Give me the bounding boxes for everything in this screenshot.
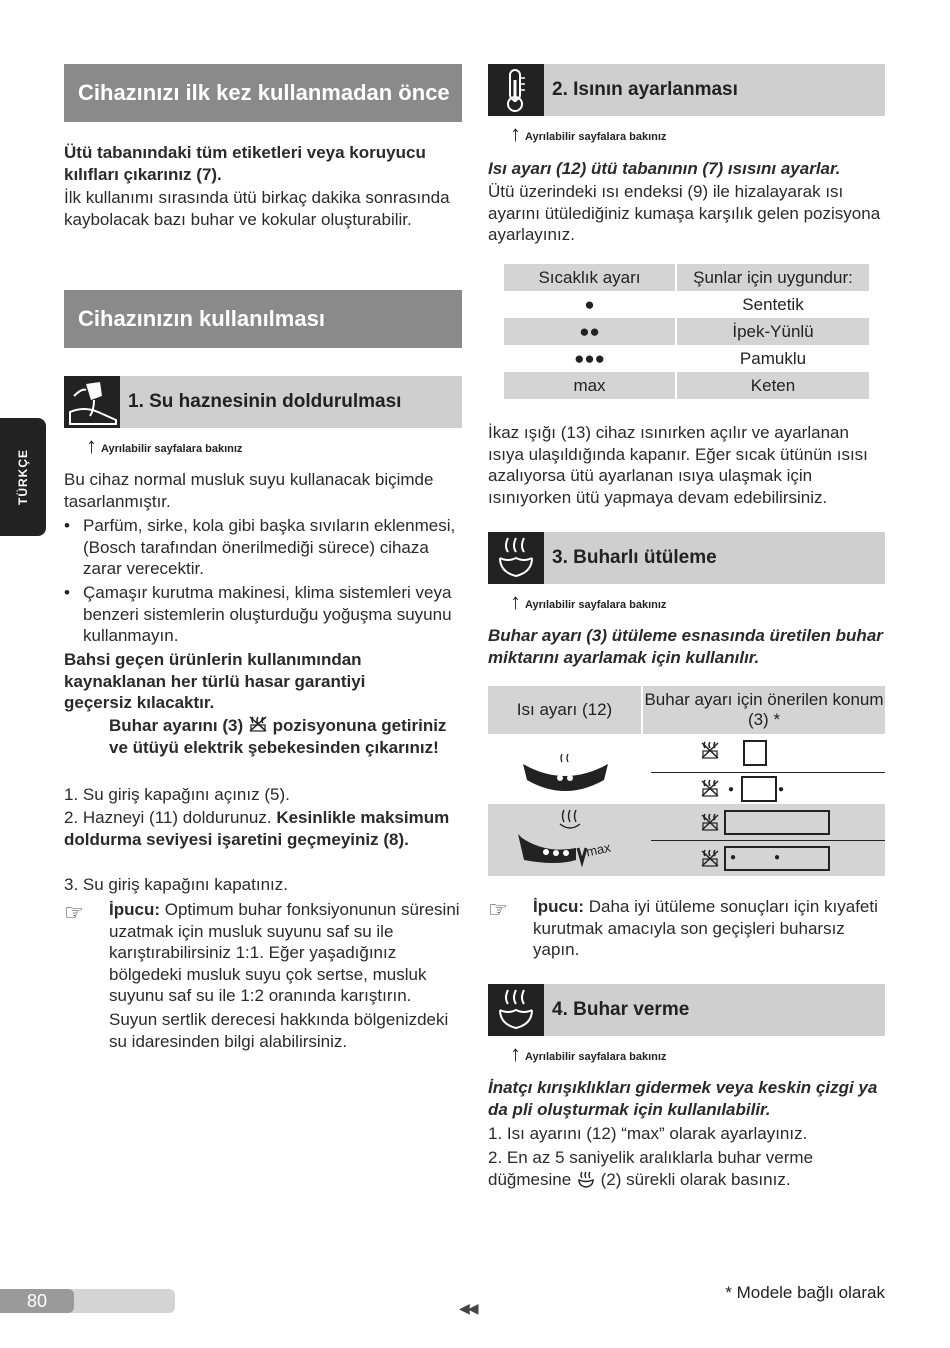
reference-text: Ayrılabilir sayfalara bakınız [525,1051,667,1063]
table-cell: Sentetik [676,291,869,318]
step4-title: 4. Buhar verme [552,999,690,1020]
step3-header [544,532,885,584]
steam-iron-icon [488,532,544,584]
steam-setting-icon [700,778,720,798]
step1-header [120,376,462,428]
table-header: Şunlar için uygundur: [676,264,869,291]
fill-step: 1. Su giriş kapağını açınız (5). [64,785,290,804]
step2-title: 2. Isının ayarlanması [552,79,738,100]
row-divider [651,840,885,841]
fold-out-reference [86,433,243,458]
footnote: * Modele bağlı olarak [725,1283,885,1302]
page-number: 80 [0,1289,74,1313]
steam-position-indicator [743,740,767,766]
steam-position-indicator [724,810,830,835]
dot-marker: ● [774,852,781,863]
table-cell: ● [584,294,595,314]
steam-settings-table [488,686,885,876]
burst-step [488,1147,888,1190]
section-header-use [64,290,462,348]
step4-header [544,984,885,1036]
section-title: Cihazınızı ilk kez kullanmadan önce [78,80,450,105]
table-header: Sıcaklık ayarı [504,264,676,291]
tip-text-2: Suyun sertlik derecesi hakkında bölgenizdeki su idaresinden bilgi alabilirsiniz. [109,1010,449,1051]
burst-step-text: 2. En az 5 saniyelik aralıklarla buhar verme düğmesine [488,1148,814,1189]
dial-max-label: max [584,839,612,860]
fold-out-reference [510,589,667,614]
table-cell: ●●● [574,348,605,368]
bullet-marker: • [64,516,70,535]
bullet-marker: • [64,583,70,602]
temperature-table [504,264,869,399]
fold-out-reference [510,1041,667,1066]
up-arrow-icon: ↑ [510,121,521,146]
tip-label: İpucu: [109,900,160,919]
step4-lead: İnatçı kırışıklıkları gidermek veya keskin çizgi ya da pli oluşturmak için kullanılabilir. [488,1078,878,1119]
unplug-warning-part: getiriniz ve ütüyü elektrik şebekesinden çıkarınız! [109,716,447,757]
step1-title: 1. Su haznesinin doldurulması [128,391,402,412]
up-arrow-icon: ↑ [510,1041,521,1066]
section-header-before-first-use [64,64,462,122]
first-use-body: İlk kullanımı sırasında ütü birkaç dakika sonrasında kaybolacak bazı buhar ve kokular oluşturabilir. [64,188,450,229]
dot-marker: ● [728,784,735,795]
bullet-item: Çamaşır kurutma makinesi, klima sistemleri veya benzeri sistemlerin oluşturduğu yoğuşma suyunu kullanmayın. [83,583,452,645]
fold-out-reference [510,121,667,146]
step1-intro: Bu cihaz normal musluk suyu kullanacak biçimde tasarlanmıştır. [64,470,434,511]
table-cell: Keten [676,372,869,399]
nav-back-icon[interactable]: ◀◀ [459,1300,477,1316]
steam-button-icon [576,1170,596,1188]
unplug-warning-part: Buhar ayarını (3) [109,716,244,735]
table-header: Buhar ayarı için önerilen konum (3) * [643,686,885,734]
fill-step-text: 2. Hazneyi (11) doldurunuz. [64,808,272,827]
steam-position-indicator [741,776,777,802]
tip-hand-icon: ☞ [64,900,84,925]
dot-marker: ● [730,852,737,863]
burst-step: 1. Isı ayarını (12) “max” olarak ayarlayınız. [488,1124,808,1143]
table-cell: ●● [504,318,676,345]
tip-label: İpucu: [533,897,584,916]
remove-labels-note: Ütü tabanındaki tüm etiketleri veya koruyucu kılıfları çıkarınız (7). [64,143,426,184]
step2-header [544,64,885,116]
indicator-light-text: İkaz ışığı (13) cihaz ısınırken açılır ve ayarlanan ısıya ulaşıldığında kapanır. Eğer sıcak ütünün ısısı azalıyorsa ütü ayarlanan ısıya ulaşmak için ısınıyorken ütü yapmaya devam edebilirsiniz. [488,423,868,507]
heat-dial-max-icon [516,808,636,872]
tip-body: Daha iyi ütüleme sonuçları için kıyafeti kurutmak amacıyla son geçişleri buharsız yapın. [533,897,878,959]
no-steam-icon [248,715,268,733]
up-arrow-icon: ↑ [510,589,521,614]
steam-setting-icon [700,848,720,868]
bullet-item: Parfüm, sirke, kola gibi başka sıvıların eklenmesi, (Bosch tarafından önerilmediği sürece) cihaza zarar verecektir. [83,516,456,578]
table-header: Isı ayarı (12) [488,686,641,734]
step3-title: 3. Buharlı ütüleme [552,547,717,568]
steam-setting-icon [700,740,720,760]
tip-body: Optimum buhar fonksiyonunun süresini uzatmak için musluk suyunu saf su ile karıştırabilirsiniz 1:1. Eğer yaşadığınız bölgedeki musluk suyu çok sertse, musluk suyunu saf su ile 1:2 oranında karıştırın. [109,900,460,1005]
reference-text: Ayrılabilir sayfalara bakınız [525,131,667,143]
step2-body: Ütü üzerindeki ısı endeksi (9) ile hizalayarak ısı ayarını ütülediğiniz kumaşa karşılık gelen pozisyona ayarlayınız. [488,182,881,244]
steam-burst-icon [488,984,544,1036]
table-cell: max [504,372,676,399]
unplug-warning-part: pozisyonuna [272,716,377,735]
table-cell: Pamuklu [676,345,869,372]
table-cell: İpek-Yünlü [676,318,869,345]
language-tab-label: TÜRKÇE [16,449,30,505]
up-arrow-icon: ↑ [86,433,97,458]
heat-dial-low-icon [518,748,613,796]
fill-step: 3. Su giriş kapağını kapatınız. [64,875,288,894]
row-divider [651,772,885,773]
burst-step-text: (2) sürekli olarak basınız. [600,1169,791,1189]
max-level-warning: Kesinlikle maksimum doldurma seviyesi işaretini geçmeyiniz (8). [64,808,450,849]
tip-text [533,896,885,961]
language-tab [0,418,46,536]
unplug-warning [109,715,463,758]
tip-hand-icon: ☞ [488,897,508,922]
fill-step [64,807,464,850]
step3-lead: Buhar ayarı (3) ütüleme esnasında üretilen buhar miktarını ayarlamak için kullanılır. [488,626,883,667]
step2-lead: Isı ayarı (12) ütü tabanının (7) ısısını ayarlar. [488,159,841,178]
water-fill-icon [64,376,120,428]
reference-text: Ayrılabilir sayfalara bakınız [101,443,243,455]
dot-marker: ● [778,784,785,795]
warranty-warning: Bahsi geçen ürünlerin kullanımından kaynaklanan her türlü hasar garantiyi geçersiz kılacaktır. [64,650,366,712]
tip-text [109,899,463,1007]
thermometer-icon [488,64,544,116]
section-title: Cihazınızın kullanılması [78,306,325,331]
steam-setting-icon [700,812,720,832]
reference-text: Ayrılabilir sayfalara bakınız [525,599,667,611]
